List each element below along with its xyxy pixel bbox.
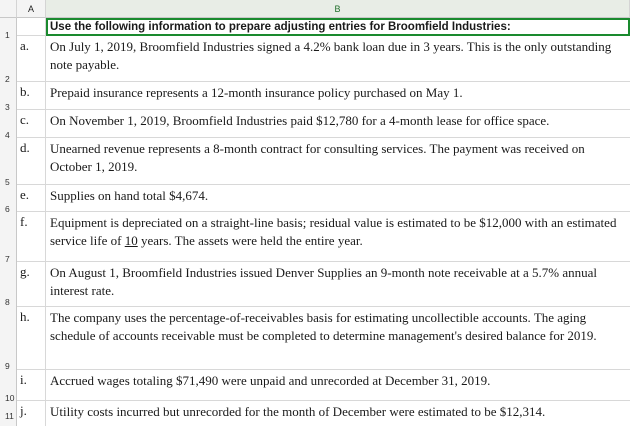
row-number-7[interactable]: 7 <box>5 254 10 264</box>
cell-b5[interactable]: Unearned revenue represents a 8-month contract for consulting services. The payment was received on October 1, 2019. <box>50 141 585 174</box>
cell-a9[interactable]: h. <box>17 307 46 369</box>
row-number-3[interactable]: 3 <box>5 102 10 112</box>
row-number-2[interactable]: 2 <box>5 74 10 84</box>
row-number-10[interactable]: 10 <box>5 393 15 403</box>
row-number-4[interactable]: 4 <box>5 130 10 140</box>
select-all-corner[interactable] <box>0 0 17 18</box>
sheet-row-2[interactable] <box>17 36 630 82</box>
cell-a11[interactable]: j. <box>17 401 46 426</box>
sheet-row-10[interactable] <box>17 370 630 401</box>
row-number-8[interactable]: 8 <box>5 297 10 307</box>
cell-b10[interactable]: Accrued wages totaling $71,490 were unpaid and unrecorded at December 31, 2019. <box>50 373 491 388</box>
cell-b2[interactable]: On July 1, 2019, Broomfield Industries signed a 4.2% bank loan due in 3 years. This is the only outstanding note payable. <box>50 39 612 72</box>
cell-a8[interactable]: g. <box>17 262 46 306</box>
column-header-a[interactable]: A <box>17 0 46 18</box>
cell-a2[interactable]: a. <box>17 36 46 81</box>
cell-a3[interactable]: b. <box>17 82 46 109</box>
cell-b6[interactable]: Supplies on hand total $4,674. <box>50 188 209 203</box>
cell-a5[interactable]: d. <box>17 138 46 184</box>
cell-b4[interactable]: On November 1, 2019, Broomfield Industries paid $12,780 for a 4-month lease for office space. <box>50 113 550 128</box>
cell-b7[interactable] <box>46 212 630 261</box>
row-number-6[interactable]: 6 <box>5 204 10 214</box>
sheet-row-9[interactable] <box>17 307 630 370</box>
cell-b1[interactable]: Use the following information to prepare adjusting entries for Broomfield Industries: <box>50 21 511 33</box>
cell-b11[interactable]: Utility costs incurred but unrecorded for the month of December were estimated to be $12,314. <box>50 404 546 419</box>
cell-b8[interactable]: On August 1, Broomfield Industries issued Denver Supplies an 9-month note receivable at a 5.7% annual interest rate. <box>50 265 597 298</box>
cell-b9[interactable]: The company uses the percentage-of-receivables basis for estimating uncollectible accounts. The aging schedule of accounts receivable must be completed to determine management's desired balance for 2019. <box>50 310 597 343</box>
sheet-row-4[interactable] <box>17 110 630 138</box>
cell-b7-text-end: years. The assets were held the entire year. <box>137 233 363 248</box>
row-number-1[interactable]: 1 <box>5 30 10 40</box>
sheet-row-11[interactable] <box>17 401 630 426</box>
cell-a6[interactable]: e. <box>17 185 46 211</box>
column-header-b[interactable]: B <box>46 0 630 18</box>
cell-a7[interactable]: f. <box>17 212 46 261</box>
sheet-row-7[interactable] <box>17 212 630 262</box>
sheet-row-8[interactable] <box>17 262 630 307</box>
sheet-row-5[interactable] <box>17 138 630 185</box>
row-number-5[interactable]: 5 <box>5 177 10 187</box>
sheet-row-6[interactable] <box>17 185 630 212</box>
cell-a10[interactable]: i. <box>17 370 46 400</box>
row-number-9[interactable]: 9 <box>5 361 10 371</box>
cell-b3[interactable]: Prepaid insurance represents a 12-month insurance policy purchased on May 1. <box>50 85 463 100</box>
row-number-11[interactable]: 11 <box>5 411 14 421</box>
cell-a1[interactable] <box>17 18 46 35</box>
sheet-row-1[interactable] <box>17 18 630 36</box>
cell-b7-text-start: Equipment is depreciated on a straight-line basis; residual value is estimated to be $12,000 with an estimated service life of <box>50 215 617 248</box>
sheet-row-3[interactable] <box>17 82 630 110</box>
cell-a4[interactable]: c. <box>17 110 46 137</box>
cell-b7-underlined-years: 10 <box>124 233 138 248</box>
